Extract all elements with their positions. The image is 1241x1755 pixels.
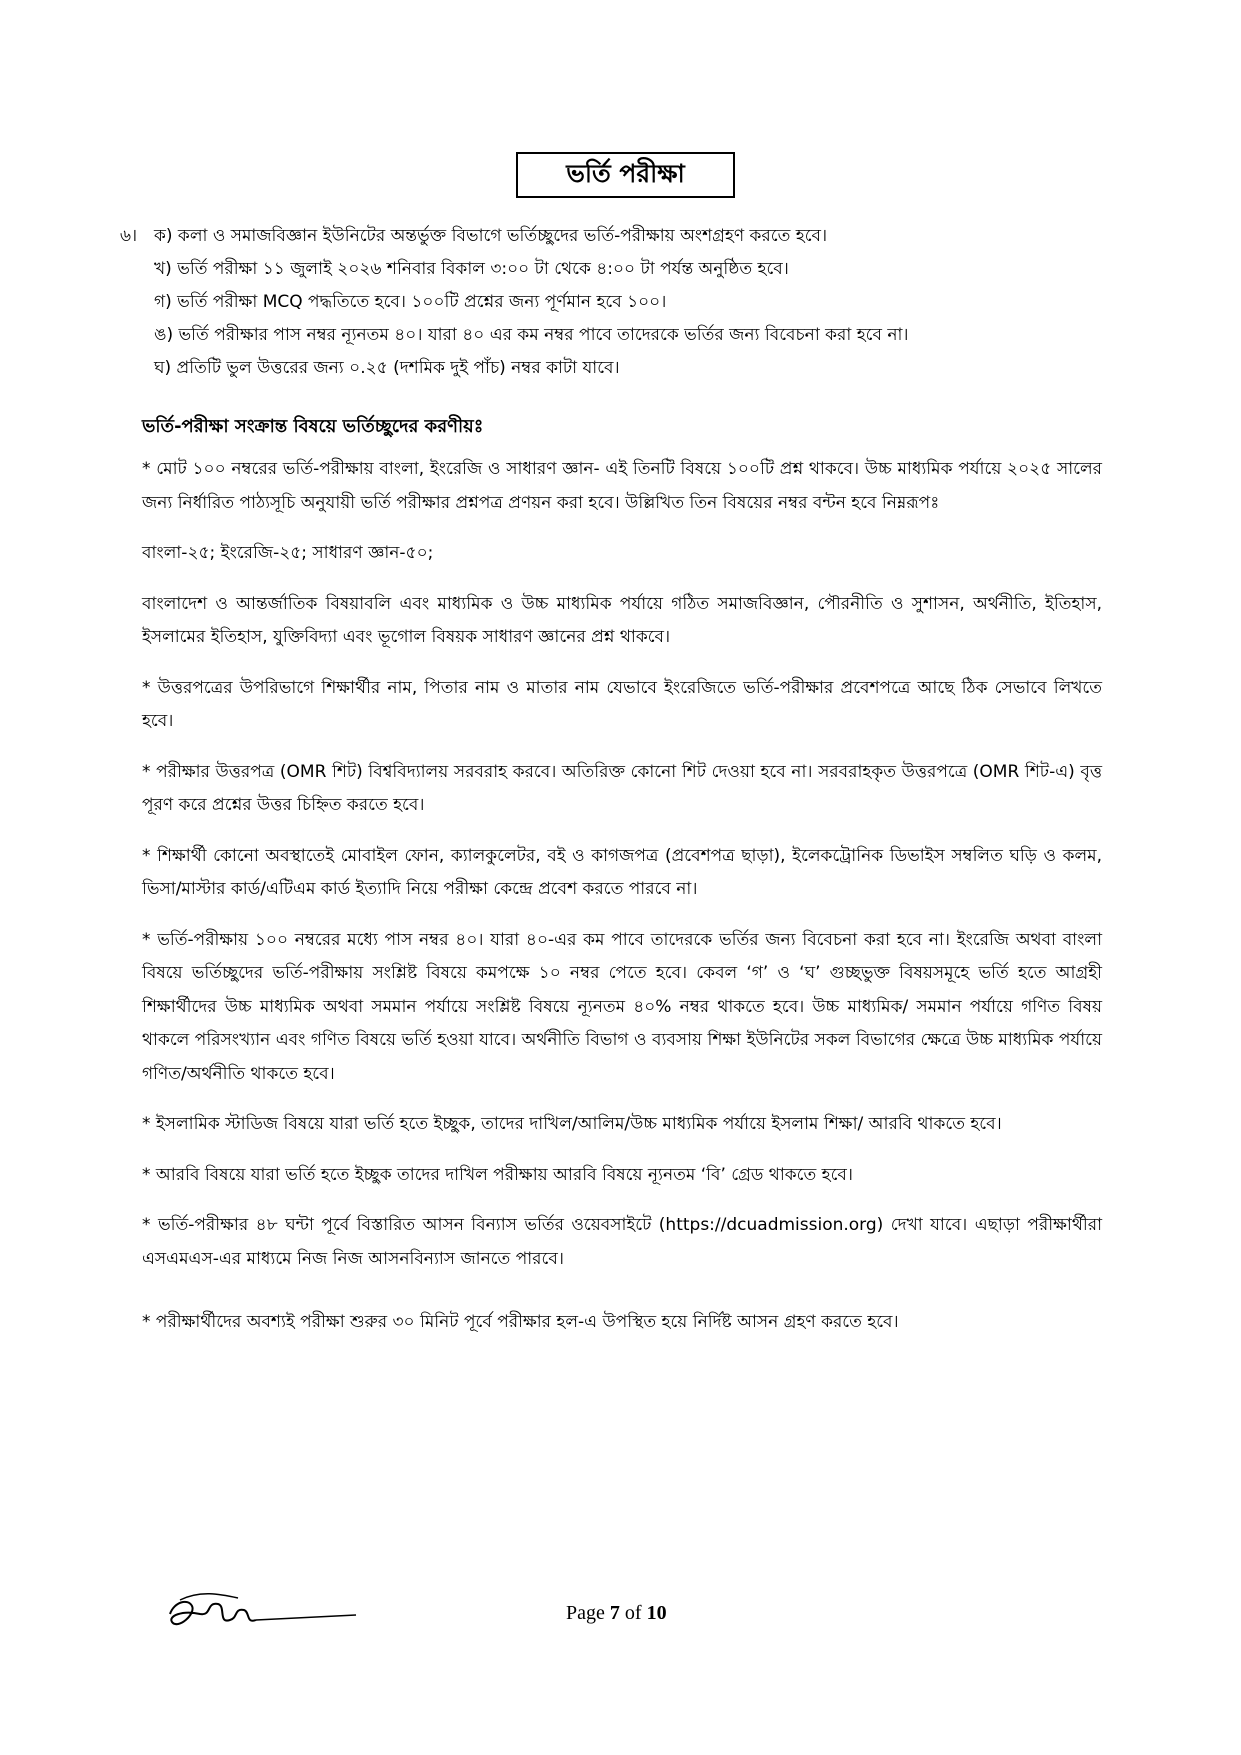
- section-number: ৬।: [120, 226, 138, 246]
- paragraph-arabic: * আরবি বিষয়ে যারা ভর্তি হতে ইচ্ছুক তাদের দাখিল পরীক্ষায় আরবি বিষয়ে ন্যূনতম ‘বি’ গ্রেড থাকতে হবে।: [142, 1164, 853, 1185]
- page-title: ভর্তি পরীক্ষা: [516, 152, 735, 198]
- page-current: 7: [609, 1602, 620, 1624]
- page-footer: [0, 1580, 1241, 1650]
- paragraph-answer-sheet-name: * উত্তরপত্রের উপরিভাগে শিক্ষার্থীর নাম, পিতার নাম ও মাতার নাম যেভাবে ইংরেজিতে ভর্তি-পরীক্ষার প্রবেশপত্রে আছে ঠিক সেভাবে লিখতে হবে।: [142, 677, 1102, 731]
- paragraph-islamic-studies: * ইসলামিক স্টাডিজ বিষয়ে যারা ভর্তি হতে ইচ্ছুক, তাদের দাখিল/আলিম/উচ্চ মাধ্যমিক পর্যায়ে ইসলাম শিক্ষা/ আরবি থাকতে হবে।: [142, 1114, 1002, 1134]
- list-item-gha: ঘ) প্রতিটি ভুল উত্তরের জন্য ০.২৫ (দশমিক দুই পাঁচ) নম্বর কাটা যাবে।: [154, 358, 620, 378]
- paragraph-question-distribution: * মোট ১০০ নম্বরের ভর্তি-পরীক্ষায় বাংলা, ইংরেজি ও সাধারণ জ্ঞান- এই তিনটি বিষয়ে ১০০টি প্রশ্ন থাকবে। উচ্চ মাধ্যমিক পর্যায়ে ২০২৫ সালের জন্য নির্ধারিত পাঠ্যসূচি অনুযায়ী ভর্তি পরীক্ষার প্রশ্নপত্র প্রণয়ন করা হবে। উল্লিখিত তিন বিষয়ের নম্বর বন্টন হবে নিম্নরূপঃ: [142, 459, 1102, 513]
- paragraph-prohibited-items: * শিক্ষার্থী কোনো অবস্থাতেই মোবাইল ফোন, ক্যালকুলেটর, বই ও কাগজপত্র (প্রবেশপত্র ছাড়া), ইলেকট্রোনিক ডিভাইস সম্বলিত ঘড়ি ও কলম, ভিসা/মাস্টার কার্ড/এটিএম কার্ড ইত্যাদি নিয়ে পরীক্ষা কেন্দ্রে প্রবেশ করতে পারবে না।: [142, 845, 1102, 899]
- paragraph-seat-plan: * ভর্তি-পরীক্ষার ৪৮ ঘন্টা পূর্বে বিস্তারিত আসন বিন্যাস ভর্তির ওয়েবসাইটে (https://dcuadmission.org) দেখা যাবে। এছাড়া পরীক্ষার্থীরা এসএমএস-এর মাধ্যমে নিজ নিজ আসনবিন্যাস জানতে পারবে।: [142, 1215, 1102, 1269]
- list-item-ka: ক) কলা ও সমাজবিজ্ঞান ইউনিটের অন্তর্ভুক্ত বিভাগে ভর্তিচ্ছুদের ভর্তি-পরীক্ষায় অংশগ্রহণ করতে হবে।: [154, 226, 828, 246]
- signature-image: [160, 1580, 360, 1650]
- document-body: [120, 220, 1102, 1357]
- paragraph-omr-sheet: * পরীক্ষার উত্তরপত্র (OMR শিট) বিশ্ববিদ্যালয় সরবরাহ করবে। অতিরিক্ত কোনো শিট দেওয়া হবে না। সরবরাহকৃত উত্তরপত্রে (OMR শিট-এ) বৃত্ত পূরণ করে প্রশ্নের উত্তর চিহ্নিত করতে হবে।: [142, 761, 1102, 815]
- paragraph-arrival-time: * পরীক্ষার্থীদের অবশ্যই পরীক্ষা শুরুর ৩০ মিনিট পূর্বে পরীক্ষার হল-এ উপস্থিত হয়ে নির্দিষ্ট আসন গ্রহণ করতে হবে।: [142, 1312, 899, 1332]
- exam-info-list: [120, 220, 1102, 385]
- paragraph-marks-breakdown: বাংলা-২৫; ইংরেজি-২৫; সাধারণ জ্ঞান-৫০;: [142, 543, 434, 563]
- list-item-kha: খ) ভর্তি পরীক্ষা ১১ জুলাই ২০২৬ শনিবার বিকাল ৩:০০ টা থেকে ৪:০০ টা পর্যন্ত অনুষ্ঠিত হবে।: [154, 259, 789, 279]
- instructions: [124, 453, 1102, 1340]
- section-subheading: ভর্তি-পরীক্ষা সংক্রান্ত বিষয়ে ভর্তিচ্ছুদের করণীয়ঃ: [142, 416, 484, 437]
- page-total: 10: [646, 1602, 667, 1624]
- list-item-ga: গ) ভর্তি পরীক্ষা MCQ পদ্ধতিতে হবে। ১০০টি প্রশ্নের জন্য পূর্ণমান হবে ১০০।: [154, 292, 667, 312]
- page-of: of: [619, 1602, 647, 1624]
- page-number: [566, 1602, 667, 1625]
- paragraph-pass-marks: * ভর্তি-পরীক্ষায় ১০০ নম্বরের মধ্যে পাস নম্বর ৪০। যারা ৪০-এর কম পাবে তাদেরকে ভর্তির জন্য বিবেচনা করা হবে না। ইংরেজি অথবা বাংলা বিষয়ে ভর্তিচ্ছুদের ভর্তি-পরীক্ষায় সংশ্লিষ্ট বিষয়ে কমপক্ষে ১০ নম্বর পেতে হবে। কেবল ‘গ’ ও ‘ঘ’ গুচ্ছভুক্ত বিষয়সমূহে ভর্তি হতে আগ্রহী শিক্ষার্থীদের উচ্চ মাধ্যমিক অথবা সমমান পর্যায়ে সংশ্লিষ্ট বিষয়ে ন্যূনতম ৪০% নম্বর থাকতে হবে। উচ্চ মাধ্যমিক/ সমমান পর্যায়ে গণিত বিষয় থাকলে পরিসংখ্যান এবং গণিত বিষয়ে ভর্তি হওয়া যাবে। অর্থনীতি বিভাগ ও ব্যবসায় শিক্ষা ইউনিটের সকল বিভাগের ক্ষেত্রে উচ্চ মাধ্যমিক পর্যায়ে গণিত/অর্থনীতি থাকতে হবে।: [142, 929, 1102, 1084]
- page-prefix: Page: [566, 1602, 610, 1624]
- list-item-umo: ঙ) ভর্তি পরীক্ষার পাস নম্বর ন্যূনতম ৪০। যারা ৪০ এর কম নম্বর পাবে তাদেরকে ভর্তির জন্য বিবেচনা করা হবে না।: [154, 325, 909, 345]
- paragraph-general-knowledge: বাংলাদেশ ও আন্তর্জাতিক বিষয়াবলি এবং মাধ্যমিক ও উচ্চ মাধ্যমিক পর্যায়ে গঠিত সমাজবিজ্ঞান, পৌরনীতি ও সুশাসন, অর্থনীতি, ইতিহাস, ইসলামের ইতিহাস, যুক্তিবিদ্যা এবং ভূগোল বিষয়ক সাধারণ জ্ঞানের প্রশ্ন থাকবে।: [142, 593, 1102, 647]
